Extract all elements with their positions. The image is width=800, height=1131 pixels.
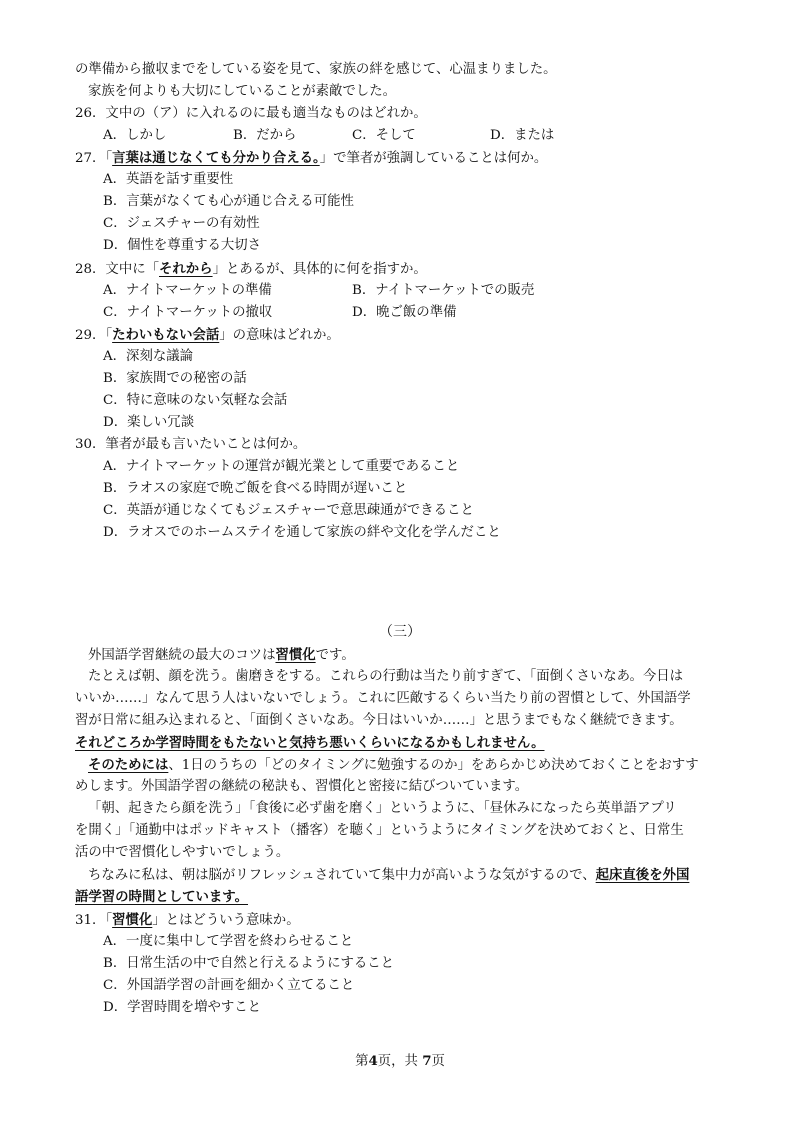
passage-line: [88, 755, 699, 776]
footer-page-number: 4: [368, 1053, 378, 1069]
passage-emphasis-line: 語学習の時間としています。: [75, 889, 249, 905]
passage-line: [88, 645, 355, 666]
question-30-stem: 30．筆者が最も言いたいことは何か。: [75, 437, 307, 452]
page-footer: [0, 1050, 800, 1069]
q30-option-d: D．ラオスでのホームステイを通して家族の絆や文化を学んだこと: [103, 525, 501, 540]
q29-suffix: 」の意味はどれか。: [219, 328, 340, 343]
passage-text: です。: [315, 648, 355, 663]
q27-option-b: B．言葉がなくても心が通じ合える可能性: [103, 194, 354, 209]
q29-option-c: C．特に意味のない気軽な会話: [103, 393, 288, 408]
q31-prefix: 31．「: [75, 913, 113, 928]
q29-option-d: D．楽しい冗談: [103, 415, 195, 430]
q26-option-d: D．または: [490, 128, 555, 143]
passage-emphasis: そのためには: [88, 757, 169, 773]
question-31-stem: [75, 910, 300, 931]
q27-prefix: 27．「: [75, 151, 113, 166]
q31-option-d: D．学習時間を増やすこと: [103, 1000, 262, 1015]
q31-suffix: 」とはどういう意味か。: [152, 913, 300, 928]
passage-text: 、1日のうちの「どのタイミングに勉強するのか」をあらかじめ決めておくことをおすす: [168, 758, 699, 773]
passage-line: の準備から撤収までをしている姿を見て、家族の絆を感じて、心温まりました。: [75, 62, 557, 77]
q28-option-c: C．ナイトマーケットの撤収: [103, 305, 273, 320]
q28-option-b: B．ナイトマーケットでの販売: [352, 283, 535, 298]
q31-option-c: C．外国語学習の計画を細かく立てること: [103, 978, 355, 993]
passage-line: いいか……」なんて思う人はいないでしょう。これに匹敵するくらい当たり前の習慣として、外国語学: [75, 691, 691, 706]
q29-prefix: 29．「: [75, 328, 113, 343]
q29-option-b: B．家族間での秘密の話: [103, 371, 247, 386]
q26-option-b: B．だから: [233, 128, 297, 143]
q27-option-d: D．個性を尊重する大切さ: [103, 238, 262, 253]
passage-line: 習が日常に組み込まれると、「面倒くさいなあ。今日はいいか……」と思うまでもなく継続できます。: [75, 713, 683, 728]
footer-text: 页，共: [377, 1054, 423, 1069]
q30-option-b: B．ラオスの家庭で晩ご飯を食べる時間が遅いこと: [103, 481, 408, 496]
footer-total-pages: 7: [422, 1053, 432, 1069]
q31-option-b: B．日常生活の中で自然と行えるようにすること: [103, 956, 395, 971]
q31-option-a: A．一度に集中して学習を終わらせること: [103, 934, 354, 949]
q27-option-c: C．ジェスチャーの有効性: [103, 216, 260, 231]
passage-line: を開く」「通勤中はポッドキャスト（播客）を聴く」というようにタイミングを決めておくと、日常生: [75, 823, 684, 838]
passage-line: [88, 865, 689, 886]
q29-option-a: A．深刻な議論: [103, 349, 194, 364]
footer-text: 第: [355, 1054, 369, 1069]
passage-text: 外国語学習継続の最大のコツは: [88, 648, 276, 663]
q27-suffix: 」で筆者が強調していることは何か。: [319, 151, 548, 166]
passage-text: ちなみに私は、朝は脳がリフレッシュされていて集中力が高いような気がするので、: [88, 868, 596, 883]
q30-option-c: C．英語が通じなくてもジェスチャーで意思疎通ができること: [103, 503, 474, 518]
q28-emphasis: それから: [159, 261, 213, 277]
passage-line: 活の中で習慣化しやすいでしょう。: [75, 845, 290, 860]
question-26-stem: 26．文中の（ア）に入れるのに最も適当なものはどれか。: [75, 106, 427, 121]
passage-emphasis: 習慣化: [275, 647, 316, 663]
passage-line: 「朝、起きたら顔を洗う」「食後に必ず歯を磨く」というように、「昼休みになったら英単語アプリ: [88, 801, 677, 816]
q26-option-c: C．そして: [352, 128, 416, 143]
passage-line: 家族を何よりも大切にしていることが素敵でした。: [88, 84, 396, 99]
q28-option-a: A．ナイトマーケットの準備: [103, 283, 272, 298]
question-28-stem: [75, 259, 427, 280]
passage-emphasis-line: それどころか学習時間をもたないと気持ち悪いくらいになるかもしれません。: [75, 735, 545, 751]
q29-emphasis: たわいもない会話: [112, 327, 220, 343]
question-29-stem: [75, 325, 340, 346]
q28-prefix: 28．文中に「: [75, 262, 159, 277]
q28-option-d: D．晩ご飯の準備: [352, 305, 457, 320]
q26-option-a: A．しかし: [103, 128, 167, 143]
passage-emphasis: 起床直後を外国: [595, 867, 690, 883]
q27-option-a: A．英語を話す重要性: [103, 172, 234, 187]
q27-emphasis: 言葉は通じなくても分かり合える。: [112, 150, 320, 166]
passage-line: たとえば朝、顔を洗う。歯磨きをする。これらの行動は当たり前すぎて、「面倒くさいなあ。今日は: [88, 669, 684, 684]
section-heading: （三）: [379, 624, 421, 640]
q28-suffix: 」とあるが、具体的に何を指すか。: [212, 262, 427, 277]
question-27-stem: [75, 148, 547, 169]
footer-text: 页: [431, 1054, 445, 1069]
passage-line: めします。外国語学習の継続の秘訣も、習慣化と密接に結びついています。: [75, 779, 529, 794]
q30-option-a: A．ナイトマーケットの運営が観光業として重要であること: [103, 459, 460, 474]
q31-emphasis: 習慣化: [112, 912, 153, 928]
